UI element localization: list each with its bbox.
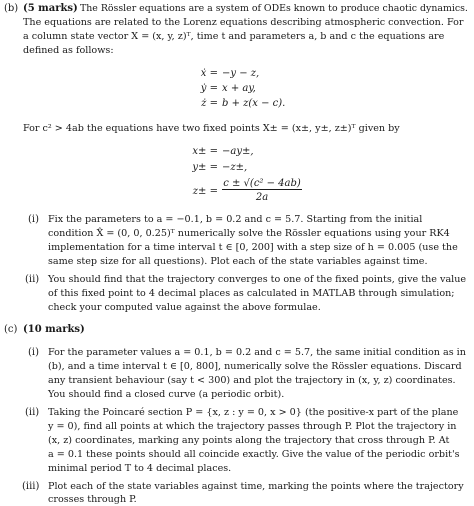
item-line: For the parameter values a = 0.1, b = 0.2 and c = 5.7, the same initial condition as in xyxy=(48,347,466,358)
equation-rhs: b + z(x − c). xyxy=(222,98,286,109)
item-line: same step size for all questions). Plot each of the state variables against time. xyxy=(48,256,428,267)
item-line: (b), and a time interval t ∈ [0, 800], numerically solve the Rössler equations. Discard xyxy=(48,361,462,372)
fraction-numerator: c ± √(c² − 4ab) xyxy=(223,178,301,189)
fraction-denominator: 2a xyxy=(255,192,269,203)
item-line: minimal period T to 4 decimal places. xyxy=(48,463,232,474)
equation-rhs: −y − z, xyxy=(222,68,260,79)
fixed-point-lhs: y± = xyxy=(192,162,218,173)
item-line: y = 0), find all points at which the trajectory passes through P. Plot the trajectory in xyxy=(48,421,457,432)
item-line: a = 0.1 these points should all coincide exactly. Give the value of the periodic orbit's xyxy=(48,449,460,460)
item-line: You should find a closed curve (a periodic orbit). xyxy=(48,389,285,400)
fixed-points-intro: For c² > 4ab the equations have two fixed points X± = (x±, y±, z±)ᵀ given by xyxy=(23,123,400,134)
item-line: of this fixed point to 4 decimal places as calculated in MATLAB through simulation; xyxy=(48,288,455,299)
equation-lhs: ẋ = xyxy=(200,68,218,79)
item-line: Taking the Poincaré section P = {x, z : y = 0, x > 0} (the positive-x part of the plane xyxy=(48,407,459,418)
item-label: (ii) xyxy=(25,274,40,285)
equation-lhs: ż = xyxy=(201,98,218,109)
item-line: You should find that the trajectory converges to one of the fixed points, give the value xyxy=(48,274,467,285)
section-b-intro-line: The Rössler equations are a system of ODEs known to produce chaotic dynamics. xyxy=(80,3,468,14)
item-line: condition X̂ = (0, 0, 0.25)ᵀ numerically solve the Rössler equations using your RK4 xyxy=(48,228,450,239)
item-label: (i) xyxy=(28,214,40,225)
item-label: (iii) xyxy=(22,481,40,492)
section-b-intro-line: a column state vector X = (x, y, z)ᵀ, time t and parameters a, b and c the equations are xyxy=(23,31,445,42)
equation-rhs: x + ay, xyxy=(222,83,256,94)
section-c-marks: (10 marks) xyxy=(23,324,85,335)
section-b-intro-line: The equations are related to the Lorenz equations describing atmospheric convection. For xyxy=(23,17,464,28)
item-label: (ii) xyxy=(25,407,40,418)
fixed-point-lhs: x± = xyxy=(192,146,218,157)
equation-lhs: ẏ = xyxy=(200,83,218,94)
section-c-label: (c) xyxy=(4,324,18,335)
item-line: (x, z) coordinates, marking any points along the trajectory that cross through P. At xyxy=(48,435,450,446)
fixed-point-lhs: z± = xyxy=(192,186,218,197)
section-b-intro-line: defined as follows: xyxy=(23,45,114,56)
item-line: check your computed value against the above formulae. xyxy=(48,302,321,313)
fixed-point-rhs: −z±, xyxy=(222,162,248,173)
item-line: any transient behaviour (say t < 300) and plot the trajectory in (x, y, z) coordinates. xyxy=(48,375,456,386)
section-b-marks: (5 marks) xyxy=(23,3,78,14)
fixed-point-rhs: −ay±, xyxy=(222,146,254,157)
item-line: crosses through P. xyxy=(48,494,137,505)
item-line: Fix the parameters to a = −0.1, b = 0.2 and c = 5.7. Starting from the initial xyxy=(48,214,423,225)
item-label: (i) xyxy=(28,347,40,358)
section-b-label: (b) xyxy=(4,3,19,14)
item-line: implementation for a time interval t ∈ [0, 200] with a step size of h = 0.005 (use the xyxy=(48,242,458,253)
item-line: Plot each of the state variables against time, marking the points where the trajectory xyxy=(48,481,464,492)
